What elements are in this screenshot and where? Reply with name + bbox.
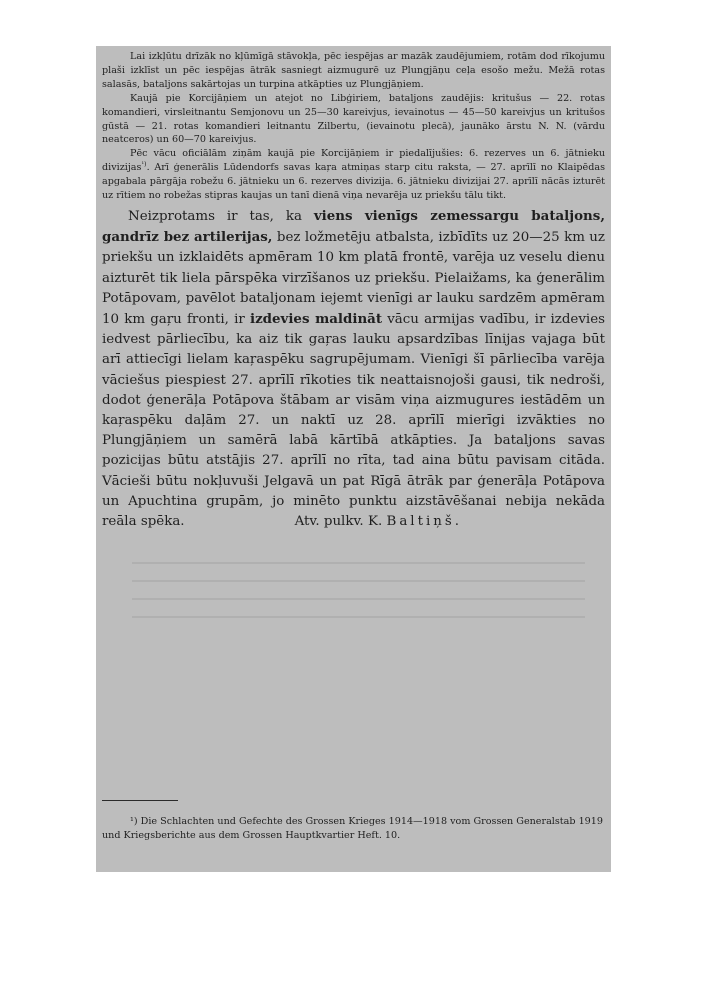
bleed-through-line xyxy=(132,616,585,618)
footnote: ¹) Die Schlachten und Gefechte des Grossen Krieges 1914—1918 vom Grossen Generalstab 1919 und Kriegsberichte aus dem Grossen Hauptkvartier Heft. 10. xyxy=(102,816,603,841)
footnote-reference: ¹) xyxy=(141,160,147,169)
german-reports-text-end: . Arī ģenerālis Lūdendorfs savas kaŗa atmiņas starp citu raksta, — 27. aprīlī no Klaipēdas apgabala pārgāja robežu 6. jātnieku un 6. rezerves divizija. 6. jātnieku divizijai 27. aprīlī nācās izturēt uz rītiem no robežas stipras kaujas un tanī dienā viņa nevarēja uz priekšu tālu tikt. xyxy=(102,162,605,202)
signature-prefix: Atv. pulkv. K. xyxy=(294,514,383,530)
conclusion-text-3: vācu armijas vadību, ir izdevies iedvest pārliecību, ka aiz tik gaŗas lauku apsardzības līnijas vajaga būt arī attiecīgi lielam kaŗaspēku sagrupējumam. Vienīgi šī pārliecība varēja vāciešus piespiest 27. aprīlī rīkoties tik neattaisnojoši gausi, tik nedroši, dodot ģenerāļa Potāpova štābam ar visām viņa aizmugures iestādēm un kaŗaspēku daļām 27. un naktī uz 28. aprīlī mierīgi izvākties no Plungjāņiem un samērā labā kārtībā atkāpties. Ja bataljons savas pozicijas būtu atstājis 27. aprīlī no rīta, tad aina būtu pavisam citāda. Vācieši būtu nokļuvuši Jelgavā un pat Rīgā ātrāk par ģenerāļa Potāpova un Apuchtina grupām, jo minēto punktu aizstāvēšanai nebija nekāda reāla spēka. xyxy=(102,311,606,530)
emphasis-deceive: izdevies maldināt xyxy=(249,310,383,327)
signature-name: Baltiņš. xyxy=(386,514,463,530)
bleed-through-line xyxy=(132,598,585,600)
conclusion-text-2: bez ložmetēju atbalsta, izbīdīts uz 20—25 km uz priekšu un izklaidēts apmēram 10 km platā frontē, varēja uz veselu dienu aizturēt tik liela pārspēka virzīšanos uz priekšu. Pielaižams, ka ģenerālim Potāpovam, pavēlot bataljonam iejemt vienīgi ar lauku sardzēm apmēram 10 km gaŗu fronti, ir xyxy=(102,230,605,327)
german-reports-text-start: Pēc vācu oficiālām ziņām kaujā pie Korcijāņiem ir piedalījušies: 6. rezerves un 6. jātnieku divizijas xyxy=(102,148,605,174)
conclusion-text-1: Neizprotams ir tas, ka xyxy=(128,208,302,224)
emphasis-battalion: viens vienīgs zemessargu bataljons, gandrīz bez artilerijas, xyxy=(102,207,605,246)
paragraph-retreat: Lai izkļūtu drīzāk no kļūmīgā stāvokļa, pēc iespējas ar mazāk zaudējumiem, rotām dod rīkojumu plaši izklīst un pēc iespējas ātrāk sasniegt aizmugurē uz Plungjāņu ceļa esošo mežu. Mežā rotas salasās, bataljons sakārtojas un turpina atkāpties uz Plungjāņiem. xyxy=(102,51,605,90)
small-print-section xyxy=(102,50,605,203)
main-text-section xyxy=(102,206,605,532)
bleed-through-area xyxy=(102,562,605,662)
bleed-through-line xyxy=(132,580,585,582)
bleed-through-line xyxy=(132,562,585,564)
paragraph-conclusion xyxy=(102,206,605,532)
paragraph-losses: Kaujā pie Korcijāņiem un atejot no Libģiriem, bataljons zaudējis: kritušus — 22. rotas komandieri, virsleitnantu Semjonovu un 25—30 kareivjus, ievainotus — 45—50 kareivjus un kritušos gūstā — 21. rotas komandieri leitnantu Zilbertu, (ievainotu plecā), jaunāko ārstu N. N. (vārdu neatceros) un 60—70 kareivjus. xyxy=(102,92,605,146)
footnote-divider xyxy=(102,800,178,801)
scanned-page xyxy=(96,46,611,872)
signature xyxy=(269,512,462,532)
paragraph-german-reports xyxy=(102,147,605,203)
